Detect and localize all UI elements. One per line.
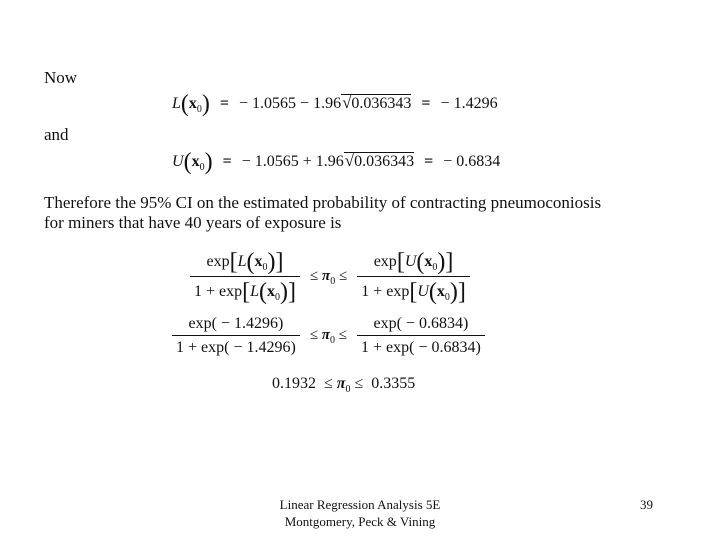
L-symbol: L bbox=[172, 95, 181, 112]
lower-expression: − 1.0565 − 1.96 bbox=[239, 95, 342, 112]
ci-symbolic-row: $\frac{\exp[L(x_0)]}{1 + \exp[L(x_0)]}$ ≤ $\pi_0$ ≤ $\frac{\exp[U(x_0)]}{1 + \exp[U(x_0)]}$ bbox=[190, 250, 470, 304]
text-therefore-line2: for miners that have 40 years of exposure is bbox=[44, 213, 342, 232]
fraction-lower-numeric: $\frac{\exp( - 1.4296)}{1 + \exp( - 1.4296)}$ bbox=[172, 315, 300, 357]
text-and: and bbox=[44, 125, 69, 144]
upper-expression: − 1.0565 + 1.96 bbox=[241, 153, 344, 170]
equation-lower-bound: $L(x_0)$ = − 1.0565 − 1.96√0.036343 = − 1.4296 bbox=[172, 91, 498, 117]
x0-symbol: x bbox=[188, 95, 197, 112]
ci-numeric-row: $\frac{\exp( - 1.4296)}{1 + \exp( - 1.4296)}$ ≤ $\pi_0$ ≤ $\frac{\exp( - 0.6834)}{1 + \exp( - 0.6834)}$ bbox=[172, 315, 485, 357]
ci-result-row: $0.1932 \le \pi_0 \le 0.3355$ bbox=[272, 375, 416, 396]
ci-lower-value: 0.1932 bbox=[272, 375, 316, 392]
sqrt-value: 0.036343 bbox=[351, 95, 412, 112]
upper-result: − 0.6834 bbox=[443, 153, 501, 170]
footer-title: Linear Regression Analysis 5E bbox=[279, 497, 441, 512]
fraction-upper-numeric: $\frac{\exp( - 0.6834)}{1 + \exp( - 0.6834)}$ bbox=[357, 315, 485, 357]
equation-upper-bound: $U(x_0)$ = − 1.0565 + 1.96√0.036343 = − 0.6834 bbox=[172, 149, 501, 175]
footer-authors: Montgomery, Peck & Vining bbox=[284, 514, 436, 529]
lower-result: − 1.4296 bbox=[440, 95, 498, 112]
fraction-lower-symbolic: $\frac{\exp[L(x_0)]}{1 + \exp[L(x_0)]}$ bbox=[190, 250, 300, 304]
text-now: Now bbox=[44, 68, 78, 87]
text-therefore-line1: Therefore the 95% CI on the estimated probability of contracting pneumoconiosis bbox=[44, 193, 602, 212]
footer-citation bbox=[260, 496, 460, 530]
fraction-upper-symbolic: $\frac{\exp[U(x_0)]}{1 + \exp[U(x_0)]}$ bbox=[357, 250, 470, 304]
page-number: 39 bbox=[640, 497, 653, 512]
U-symbol: U bbox=[172, 153, 184, 170]
ci-upper-value: 0.3355 bbox=[371, 375, 416, 392]
